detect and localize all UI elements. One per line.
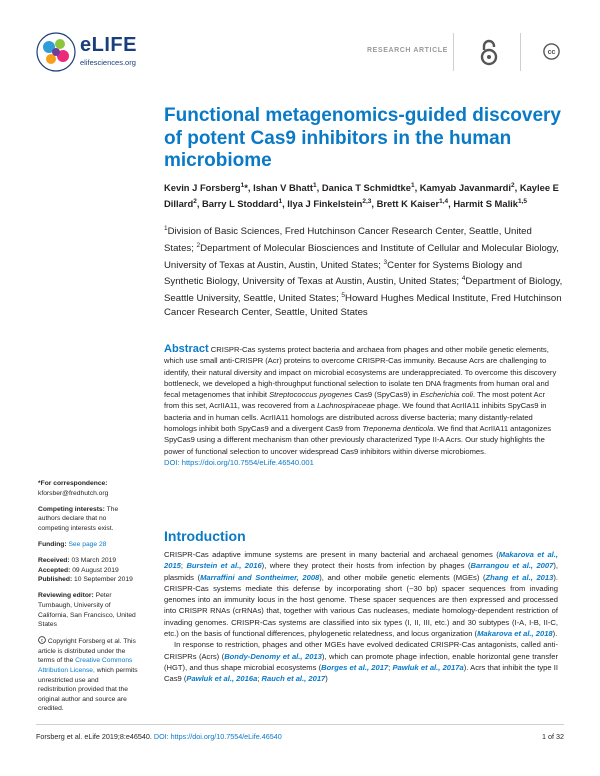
abstract-heading: Abstract xyxy=(164,343,209,355)
citation-link[interactable]: Pawluk et al., 2017a xyxy=(392,662,464,672)
license-text: which permits unrestricted use and redistribution provided that the original author and source are credited. xyxy=(38,667,138,713)
author-affiliation-marker: 1 xyxy=(410,182,415,189)
abstract-doi-link[interactable]: DOI: https://doi.org/10.7554/eLife.46540.001 xyxy=(164,457,314,467)
affiliation-text: Department of Biology, Seattle University, Seattle, United States xyxy=(164,276,563,305)
species-name: Streptococcus pyogenes xyxy=(269,390,353,400)
author-list: Kevin J Forsberg$^1$*, Ishan V Bhatt$^1$, Danica T Schmidtke$^1$, Kamyab Javanmardi$^2$, Kaylee E Dillard$^2$, Barry L Stoddard$^1$, Ilya J Finkelstein$^{2,3}$, Brett K Kaiser$^{1,4}$, Harmit S Malik$^{1,5}$ xyxy=(164,182,559,209)
author-affiliation-marker: 1,4 xyxy=(439,197,449,205)
funding-link[interactable]: See page 28 xyxy=(68,540,107,548)
affiliation-marker: 3 xyxy=(383,258,388,266)
page-number: 1 of 32 xyxy=(542,732,564,741)
footer-doi-link[interactable]: DOI: https://doi.org/10.7554/eLife.46540 xyxy=(153,732,282,741)
correspondence-label: *For correspondence: xyxy=(38,480,108,487)
copyright-icon xyxy=(38,636,46,644)
species-name: Escherichia coli xyxy=(420,390,473,400)
article-type-label: RESEARCH ARTICLE xyxy=(367,47,448,54)
author-name: Ilya J Finkelstein xyxy=(287,197,363,209)
creative-commons-icon xyxy=(543,43,560,60)
citation-link[interactable]: Makarova et al., 2018 xyxy=(477,629,553,639)
copyright-line: Copyright Forsberg et al. xyxy=(47,638,122,646)
competing-interests-label: Competing interests: xyxy=(38,505,105,513)
affiliation-text: Department of Molecular Biosciences and Institute of Cellular and Molecular Biology, University of Texas at Austin, Austin, United States xyxy=(164,242,559,271)
svg-text:c: c xyxy=(40,637,44,643)
published-date: 10 September 2019 xyxy=(74,576,133,584)
abstract-text: Cas9 (SpyCas9) in xyxy=(352,390,421,400)
citation-link[interactable]: Borges et al., 2017 xyxy=(321,662,389,672)
author-name: Kamyab Javanmardi xyxy=(419,182,511,194)
citation-link[interactable]: Barrangou et al., 2007 xyxy=(470,561,554,571)
open-access-icon xyxy=(479,38,499,66)
license-link[interactable]: Creative Commons Attribution License, xyxy=(38,657,133,674)
citation-link[interactable]: Marraffini and Sontheimer, 2008 xyxy=(200,572,320,582)
author-name: Ishan V Bhatt xyxy=(253,182,313,194)
author-affiliation-marker: 1 xyxy=(313,182,317,189)
citation-link[interactable]: Rauch et al., 2017 xyxy=(261,674,326,684)
introduction-heading: Introduction xyxy=(164,528,246,544)
paragraph: In response to restriction, phages and other MGEs have evolved dedicated CRISPR-Cas antagonists, called anti-CRISPRs (Acrs) (Bondy-Denomy et al., 2013), which can promote phage infection, enable horizontal gene transfer (HGT), and thus shape microbial ecosystems (Borges et al., 2017; Pawluk et al., 2017a). Acrs that inhibit the type II Cas9 (Pawluk et al., 2016a; Rauch et al., 2017) xyxy=(164,640,559,684)
abstract-text: . We find that AcrIIA11 antagonizes SpyCas9 using a different mechanism than other previously characterized Type II-A Acrs. Our study highlights the power of functional selection to uncover widespread Cas9 inhibitors within diverse microbiomes. xyxy=(164,424,552,456)
author-name: Kevin J Forsberg xyxy=(164,182,241,194)
article-title: Functional metagenomics-guided discovery of potent Cas9 inhibitors in the human microbiome xyxy=(164,105,561,171)
header-divider xyxy=(520,33,521,71)
affiliation-marker: 5 xyxy=(341,292,346,300)
footer-citation-text: Forsberg et al. eLife 2019;8:e46540. xyxy=(36,732,152,741)
author-affiliation-marker: 2 xyxy=(510,182,515,189)
received-date: 03 March 2019 xyxy=(71,557,117,565)
author-affiliation-marker: 1 xyxy=(278,197,283,205)
author-name: Barry L Stoddard xyxy=(202,197,279,209)
author-affiliation-marker: 1 xyxy=(240,182,245,189)
citation-link[interactable]: Makarova et al., 2015 xyxy=(164,550,558,571)
accepted-date: 09 August 2019 xyxy=(72,566,119,574)
abstract-text: phage. We found that AcrIIA11 inhibits SpyCas9 in bacteria and in human cells. AcrIIA11 homologs are distributed across diverse bacteria; many distantly-related homologs inhibit both SpyCas9 and a divergent Cas9 from xyxy=(164,401,547,434)
author-affiliation-marker: 1,5 xyxy=(518,197,528,205)
introduction-body xyxy=(164,549,558,685)
author-name: Harmit S Malik xyxy=(453,197,518,209)
footer-divider xyxy=(36,724,564,725)
received-label: Received: xyxy=(38,557,70,565)
logo-text: eLIFE xyxy=(80,34,137,56)
abstract-text: CRISPR-Cas systems protect bacteria and archaea from phages and other mobile genetic elements, which use small anti-CRISPR (Acr) proteins to overcome CRISPR-Cas immunity. Because Acrs are challenging to identify, their natural diversity and impact on microbial ecosystems are underappreciated. To overcome this discovery bottleneck, we developed a high-throughput functional selection to isolate ten DNA fragments from human oral and fecal metagenomes that inhibit xyxy=(164,345,557,400)
paragraph: CRISPR-Cas adaptive immune systems are present in many bacterial and archaeal genomes (Makarova et al., 2015; Burstein et al., 2016), where they protect their hosts from infection by phages (Barrangou et al., 2007), plasmids (Marraffini and Sontheimer, 2008), and other mobile genetic elements (MGEs) (Zhang et al., 2013). CRISPR-Cas systems mediate this defense by incorporating short (~30 bp) spacer sequences from invading genomes into an immunity locus in the host genome. These spacer sequences are then expressed and processed into CRISPR RNAs (crRNAs) that, together with various Cas nucleases, mediate homology-dependent restriction of invading genomes. CRISPR-Cas systems are classified into six types (I, II, III, etc.) and 30 subtypes (I-A, I-B, II-C, etc.) on the basis of functional differences, phylogenetic relatedness, and locus organization (Makarova et al., 2018). xyxy=(164,550,558,639)
citation-link[interactable]: Pawluk et al., 2016a xyxy=(186,674,258,684)
reviewing-editor-label: Reviewing editor: xyxy=(38,592,94,600)
competing-interests-text: The authors declare that no competing interests exist. xyxy=(38,505,119,532)
article-info-sidebar xyxy=(38,479,138,720)
affiliation-marker: 4 xyxy=(461,275,466,283)
affiliation-text: Center for Systems Biology and Synthetic Biology, University of Texas at Austin, Austin, United States xyxy=(164,259,523,288)
citation-link[interactable]: Zhang et al., 2013 xyxy=(485,572,554,582)
abstract-text: . The most potent Acr from this set, AcrIIA11, was recovered from a xyxy=(164,390,546,411)
affiliation-marker: 1 xyxy=(164,225,168,232)
license-text: This article is distributed under the terms of the xyxy=(38,638,136,665)
species-name: Treponema denticola xyxy=(362,424,434,434)
svg-text:cc: cc xyxy=(547,49,556,57)
author-affiliation-marker: 2,3 xyxy=(362,197,372,205)
accepted-label: Accepted: xyxy=(38,566,71,574)
author-name: Danica T Schmidtke xyxy=(321,182,411,194)
elife-logo-icon[interactable] xyxy=(36,32,76,72)
reviewing-editor: Peter Turnbaugh, University of California, San Francisco, United States xyxy=(38,592,136,629)
author-name: Kaylee E Dillard xyxy=(164,182,559,209)
affiliation-marker: 2 xyxy=(196,241,201,249)
published-label: Published: xyxy=(38,576,73,584)
affiliation-text: Division of Basic Sciences, Fred Hutchinson Cancer Research Center, Seattle, United States xyxy=(164,226,532,254)
citation-link[interactable]: Bondy-Denomy et al., 2013 xyxy=(224,651,322,661)
footer-citation xyxy=(36,732,282,741)
funding-label: Funding: xyxy=(38,540,67,548)
species-name: Lachnospiraceae xyxy=(317,401,375,411)
citation-link[interactable]: Burstein et al., 2016 xyxy=(186,561,262,571)
corresponding-marker: * xyxy=(244,182,248,194)
affiliation-list: $^1$Division of Basic Sciences, Fred Hutchinson Cancer Research Center, Seattle, United States; $^2$Department of Molecular Biosciences and Institute of Cellular and Molecular Biology, University of Texas at Austin, Austin, United States; $^3$Center for Systems Biology and Synthetic Biology, University of Texas at Austin, Austin, United States; $^4$Department of Biology, Seattle University, Seattle, United States; $^5$Howard Hughes Medical Institute, Fred Hutchinson Cancer Research Center, Seattle, United States xyxy=(164,225,563,318)
affiliation-text: Howard Hughes Medical Institute, Fred Hutchinson Cancer Research Center, Seattle, United States xyxy=(164,293,562,318)
author-affiliation-marker: 2 xyxy=(193,197,197,205)
author-name: Brett K Kaiser xyxy=(376,197,440,209)
header-divider xyxy=(453,33,454,71)
correspondence-email[interactable]: kforsber@fredhutch.org xyxy=(38,489,109,497)
abstract xyxy=(164,344,558,468)
logo-url[interactable]: elifesciences.org xyxy=(80,58,136,67)
